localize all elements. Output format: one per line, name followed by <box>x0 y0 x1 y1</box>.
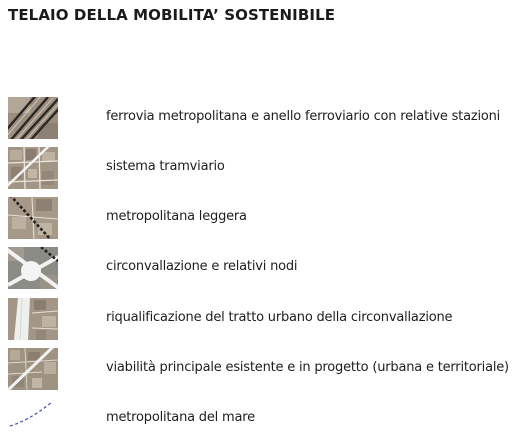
legend-title: TELAIO DELLA MOBILITA’ SOSTENIBILE <box>8 6 336 24</box>
legend-item-ring-road <box>8 247 513 289</box>
ring-road-upgrade-aerial-swatch <box>8 298 58 340</box>
tram-aerial-swatch <box>8 147 58 189</box>
railway-aerial-swatch <box>8 97 58 139</box>
legend-label-main-roads: viabilità principale esistente e in progetto (urbana e territoriale) <box>106 360 509 375</box>
legend-item-tram <box>8 147 513 189</box>
legend-label-ring-road-upgrade: riqualificazione del tratto urbano della circonvallazione <box>106 310 453 325</box>
legend-item-light-metro <box>8 197 513 239</box>
legend-label-railway: ferrovia metropolitana e anello ferroviario con relative stazioni <box>106 109 501 124</box>
legend-item-sea-metro <box>8 398 513 440</box>
ring-road-aerial-swatch <box>8 247 58 289</box>
legend-item-ring-road-upgrade <box>8 298 513 340</box>
legend-label-ring-road: circonvallazione e relativi nodi <box>106 259 298 274</box>
legend-label-sea-metro: metropolitana del mare <box>106 410 255 425</box>
legend-item-railway <box>8 97 513 139</box>
legend-item-main-roads <box>8 348 513 390</box>
legend-label-tram: sistema tramviario <box>106 159 225 174</box>
sea-metro-dashed-line <box>8 398 58 440</box>
light-metro-aerial-swatch <box>8 197 58 239</box>
main-roads-aerial-swatch <box>8 348 58 390</box>
legend-label-light-metro: metropolitana leggera <box>106 209 247 224</box>
